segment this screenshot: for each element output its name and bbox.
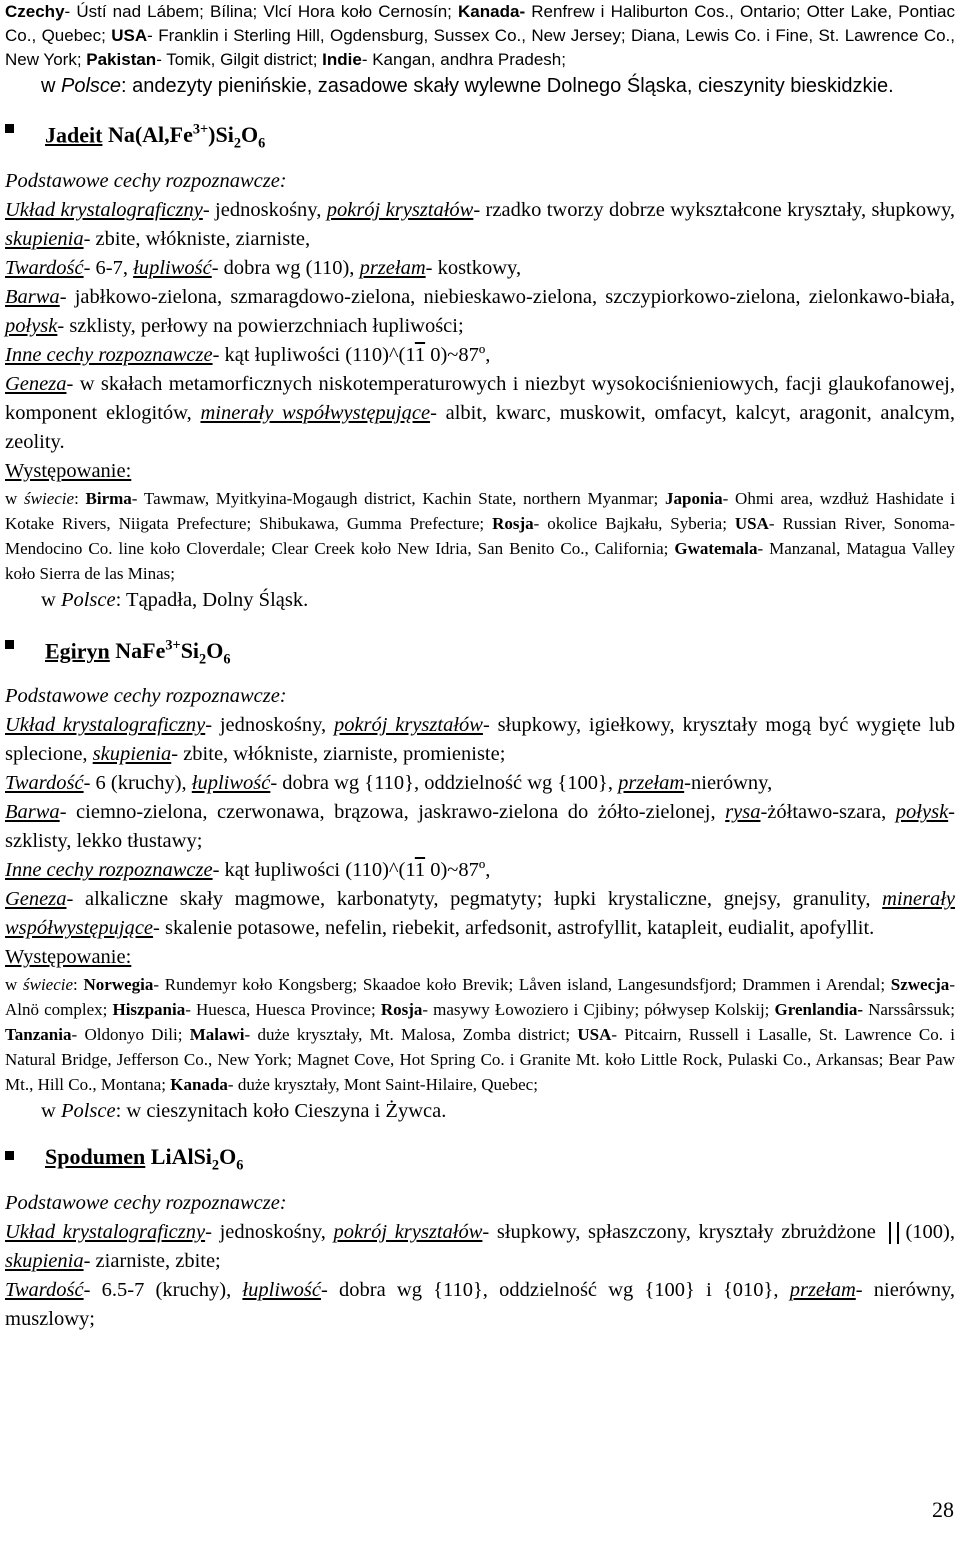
bullet-icon (5, 640, 14, 649)
section-heading: Podstawowe cechy rozpoznawcze: (5, 685, 287, 708)
mineral-name: Spodumen (45, 1144, 146, 1170)
mineral-header (5, 1140, 955, 1182)
prop-line: Inne cechy rozpoznawcze- kąt łupliwości (110)^(11 0)~87º, (5, 859, 491, 882)
wystepowanie-heading: Występowanie: (5, 459, 132, 482)
mineral-header (5, 113, 955, 161)
wystepowanie-heading: Występowanie: (5, 946, 132, 969)
polsce-label: Polsce (61, 75, 122, 97)
polska-occurrence: w Polsce: w cieszynitach koło Cieszyna i Żywca. (41, 1100, 447, 1123)
double-bar-symbol (889, 1222, 899, 1244)
mineral-formula: $NaFe^{3+}Si_2O_6$ (115, 637, 231, 668)
bullet-icon (5, 1151, 14, 1160)
top-occurrence-runs: Czechy- Ústí nad Lábem; Bílina; Vlcí Hora koło Cernosín; Kanada- Renfrew i Haliburton Cos., Ontario; Otter Lake, Pontiac Co., Quebec; USA- Franklin i Sterling Hill, Ogdensburg, Sussex Co., New Jersey; Diana, Lewis Co. i Fine, St. Lawrence Co., New York; Pakistan- Tomik, Gilgit district; Indie- Kangan, andhra Pradesh; (5, 2, 955, 69)
world-occurrence: w świecie: Birma- Tawmaw, Myitkyina-Mogaugh district, Kachin State, northern Myanmar; Japonia- Ohmi area, wzdłuż Hashidate i Kotake Rivers, Niigata Prefecture; Shibukawa, Gumma Prefecture; Rosja- okolice Bajkału, Syberia; USA- Russian River, Sonoma-Mendocino Co. line koło Cloverdale; Clear Creek koło New Idria, San Benito Co., California; Gwatemala- Manzanal, Matagua Valley koło Sierra de las Minas; (5, 488, 956, 583)
prop-line: Układ krystalograficzny- jednoskośny, pokrój kryształów- słupkowy, igiełkowy, kryształy mogą być wygięte lub splecione, skupienia- zbite, włókniste, ziarniste, promieniste; (5, 714, 955, 766)
document-page (5, 0, 955, 1334)
top-occurrence-text (5, 0, 955, 72)
prop-line: Twardość- 6.5-7 (kruchy), łupliwość- dobra wg {110}, oddzielność wg {100} i {010}, przełam- nierówny, muszlowy; (5, 1278, 956, 1330)
prop-line: Układ krystalograficzny- jednoskośny, pokrój kryształów- rzadko tworzy dobrze wykształcone kryształy, słupkowy, skupienia- zbite, włókniste, ziarniste, (5, 198, 955, 250)
prop-line: Inne cechy rozpoznawcze- kąt łupliwości (110)^(11 0)~87º, (5, 343, 491, 366)
mineral-name: Egiryn (45, 638, 110, 664)
prop-line: Twardość- 6-7, łupliwość- dobra wg (110), przełam- kostkowy, (5, 256, 522, 279)
section-egiryn (5, 629, 955, 1127)
prop-line: Barwa- ciemno-zielona, czerwonawa, brązowa, jaskrawo-zielona do żółto-zielonej, rysa-żółtawo-szara, połysk- szklisty, lekko tłustawy; (5, 801, 955, 853)
prop-line: Twardość- 6 (kruchy), łupliwość- dobra wg {110}, oddzielność wg {100}, przełam-nierówny, (5, 772, 773, 795)
prop-line: Układ krystalograficzny- jednoskośny, pokrój kryształów- słupkowy, spłaszczony, kryształy zbrużdżone (100), skupienia- ziarniste, zbite; (5, 1220, 955, 1272)
prop-line: Geneza- w skałach metamorficznych niskotemperaturowych i niezbyt wysokociśnieniowych, facji glaukofanowej, komponent eklogitów, minerały współwystępujące- albit, kwarc, muskowit, omfacyt, kalcyt, aragonit, analcym, zeolity. (5, 372, 955, 453)
section-heading: Podstawowe cechy rozpoznawcze: (5, 1191, 287, 1214)
mineral-name: Jadeit (45, 122, 103, 148)
top-polska-text: w Polsce: andezyty pienińskie, zasadowe skały wylewne Dolnego Śląska, cieszynity bieskidzkie. (41, 75, 894, 97)
polska-occurrence: w Polsce: Tąpadła, Dolny Śląsk. (41, 588, 309, 611)
world-occurrence: w świecie: Norwegia- Rundemyr koło Kongsberg; Skaadoe koło Brevik; Låven island, Langesundsfjord; Drammen i Arendal; Szwecja- Alnö complex; Hiszpania- Huesca, Huesca Province; Rosja- masywy Łowoziero i Cjibiny; półwysep Kolskij; Grenlandia- Narssârssuk; Tanzania- Oldonyo Dili; Malawi- duże kryształy, Mt. Malosa, Zomba district; USA- Pitcairn, Russell i Lasalle, St. Lawrence Co. i Natural Bridge, Jefferson Co., New York; Magnet Cove, Hot Spring Co. i Granite Mt. koło Little Rock, Pulaski Co., Arkansas; Bear Paw Mt., Hill Co., Montana; Kanada- duże kryształy, Mont Saint-Hilaire, Quebec; (5, 975, 956, 1095)
section-spodumen (5, 1140, 955, 1333)
bullet-icon (5, 124, 14, 133)
mineral-header (5, 629, 955, 677)
prop-line: Barwa- jabłkowo-zielona, szmaragdowo-zielona, niebieskawo-zielona, szczypiorkowo-zielona, zielonkawo-biała, połysk- szklisty, perłowy na powierzchniach łupliwości; (5, 285, 955, 337)
section-heading: Podstawowe cechy rozpoznawcze: (5, 169, 287, 192)
mineral-formula: $Na(Al,Fe^{3+})Si_2O_6$ (107, 122, 266, 152)
section-jadeit (5, 113, 955, 615)
mineral-formula: $LiAlSi_2O_6$ (150, 1144, 244, 1174)
page-number: 28 (932, 1497, 954, 1522)
prop-line: Geneza- alkaliczne skały magmowe, karbonatyty, pegmatyty; łupki krystaliczne, gnejsy, granulity, minerały współwystępujące- skalenie potasowe, nefelin, riebekit, arfedsonit, astrofyllit, katapleit, eudialit, apofyllit. (5, 888, 955, 940)
